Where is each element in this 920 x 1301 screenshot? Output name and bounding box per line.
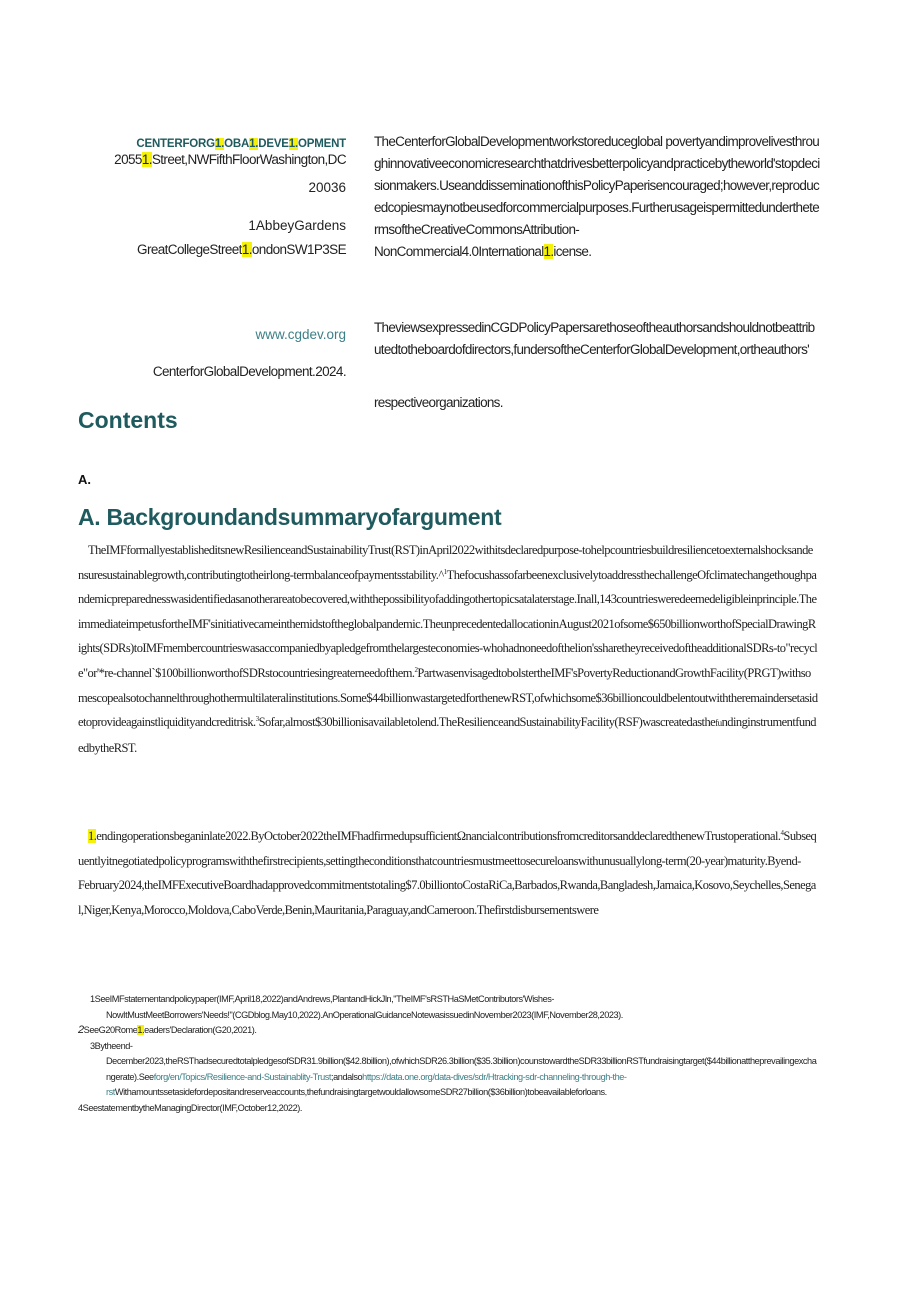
- publisher-block: [78, 133, 346, 261]
- one-data-link[interactable]: https://data.one.org/data-dives/sdr/Htracking-sdr-channeling-through-the-: [362, 1071, 627, 1082]
- contents-heading: Contents: [78, 407, 178, 433]
- footnote-ref-1[interactable]: 1: [443, 567, 447, 576]
- footnote-1: 1SeeIMFstatementandpolicypaper(IMF,April18,2022)andAndrews,PlantandHickJln,"TheIMF'sRSTHaSMetContributors'Wishes-: [90, 994, 554, 1004]
- one-data-link-end[interactable]: rst: [106, 1087, 115, 1097]
- copyright: CenterforGlobalDevelopment.2024.: [152, 364, 346, 379]
- contents-item[interactable]: A.: [78, 472, 91, 487]
- section-heading: A. Backgroundandsummaryofargument: [78, 504, 502, 530]
- imf-rst-link[interactable]: forg/en/Topics/Resilience-and-Sustainablity-Trust: [153, 1071, 332, 1082]
- footnote-ref-2[interactable]: 2: [414, 665, 418, 674]
- license-text: TheCenterforGlobalDevelopmentworkstoreduceglobal povertyandimprovelivesthroughinnovativeeconomicresearchthatdrivesbetterpolicyandpracticebytheworld'stopdecisionmakers.UseanddisseminationofthisPolicyPaperisencouraged;however,reproducedcopiesmaynotbeusedforcommercialpurposes.FurtherusageispermittedunderthetermsoftheCreativeCommonsAttribution- NonCommercial4.0International1.icense.: [374, 134, 820, 259]
- disclaimer-text: TheviewsexpressedinCGDPolicyPapersarethoseoftheauthorsandshouldnotbeattributedtotheboardofdirectors,fundersoftheCenterforGlobalDevelopment,ortheauthors': [374, 320, 815, 357]
- footnote-ref-4[interactable]: 4: [780, 828, 784, 837]
- paragraph-1: TheIMFformallyestablisheditsnewResilienceandSustainabilityTrust(RST)inApril2022withitsdeclaredpurpose-tohelpcountriesbuildresiliencetoexternalshocksandensuresustainablegrowth,contributingtotheirlong-termbalanceofpaymentsstability.^$^1$ThefocushassofarbeenexclusivelytoaddressthechallengeOfclimatechangethoughpandemicpreparednesswasidentifiedasanotherareatobecovered,withthepossibilityofaddingothertopicsatalaterstage.Inall,143countriesweredeemedeligibleinprinciple.TheimmediateimpetusfortheIMF'sinitiativecameinthemidstoftheglobalpandemic.TheunprecedentedallocationinAugust2021ofsome$650billionworthofSpecialDrawingRights(SDRs)toIMFmembercountrieswasaccompaniedbyapledgefromthelargesteconomies-whohadnoneedofthelion'ssharetheyreceivedoftheadditionalSDRs-to"recycle"or'*re-channel`$100billionworthofSDRstocountriesingreaterneedofthem.$^2$PartwasenvisagedtobolstertheIMF'sPovertyReductionandGrowthFacility(PRGT)withsomescopealsotochannelthroughothermultilateralinstitutions.Some$44billionwastargetedforthenewRST,ofwhichsome$36billioncouldbelentoutwiththeremaindersetasidetoprovideagainstliquidityandcreditrisk.$^3$Sofar,almost$30billionisavailabletolend.TheResilienceandSustainabilityFacility(RSF)wascreatedasthefundinginstrumentfundedbytheRST.: [78, 543, 818, 755]
- london-address-line1: 1AbbeyGardens: [248, 218, 346, 233]
- dc-address: 20551.Street,NWFifthFloorWashington,DC: [114, 152, 346, 167]
- footnote-3: 3Bytheend-: [90, 1040, 133, 1051]
- footnote-ref-3[interactable]: 3: [255, 715, 259, 723]
- paragraph-2: 1.endingoperationsbeganinlate2022.ByOctober2022theIMFhadfirmedupsufficientΩnancialcontributionsfromcreditorsanddeclaredthenewTrustoperational.$^4$Subsequentlyitnegotiatedpolicyprogramswiththefirstrecipients,settingtheconditionsthatcountriesmustmeettosecureloanswithunusuallylong-term(20-year)maturity.Byend- February2024,theIMFExecutiveBoardhadapprovedcommitmentstotaling$7.0billiontoCostaRiCa,Barbados,Rwanda,Bangladesh,Jamaica,Kosovo,Seychelles,Senegal,Niger,Kenya,Morocco,Moldova,CaboVerde,Benin,Mauritania,Paraguay,andCameroon.Thefirstdisbursementswere: [78, 828, 817, 917]
- disclaimer-text-end: respectiveorganizations.: [374, 395, 503, 410]
- footnote-4: 4SeestatementbytheManagingDirector(IMF,October12,2022).: [78, 1102, 302, 1113]
- dc-zip: 20036: [308, 180, 346, 195]
- footnote-2: 2SeeG20Rome1.eaders'Declaration(G20,2021).: [78, 1024, 257, 1036]
- london-address-line2: GreatCollegeStreet1.ondonSW1P3SE: [137, 242, 346, 257]
- website-link[interactable]: www.cgdev.org: [255, 327, 346, 342]
- org-name: CENTERFORG1.OBA1.DEVE1.OPMENT: [136, 138, 346, 150]
- footnotes: 1SeeIMFstatementandpolicypaper(IMF,April18,2022)andAndrews,PlantandHickJln,"TheIMF'sRSTHaSMetContributors'Wishes- NowItMustMeetBorrowers'Needs!"(CGDblog.May10,2022).AnOperationalGuidanceNotewasissuedinNovember2023(IMF,November28,2023). 2SeeG20Rome1.eaders'Declaration(G20,2021). 3Bytheend- December2023,theRSThadsecuredtotalpledgesofSDR31.9billion($42.8billion),ofwhichSDR26.3billion($35.3billion)counstowardtheSDR33billionRSTfundraisingtarget($44billionattheprevailingexchangerate).Seeforg/en/Topics/Resilience-and-Sustainablity-Trust;andalsohttps://data.one.org/data-dives/sdr/Htracking-sdr-channeling-through-the- rstWithamountssetasidefordepositandreserveaccounts,thefundraisingtargetwouldallowsomeSDR27billion($36billion)tobeavailableforloans. 4SeestatementbytheManagingDirector(IMF,October12,2022).: [78, 992, 818, 1116]
